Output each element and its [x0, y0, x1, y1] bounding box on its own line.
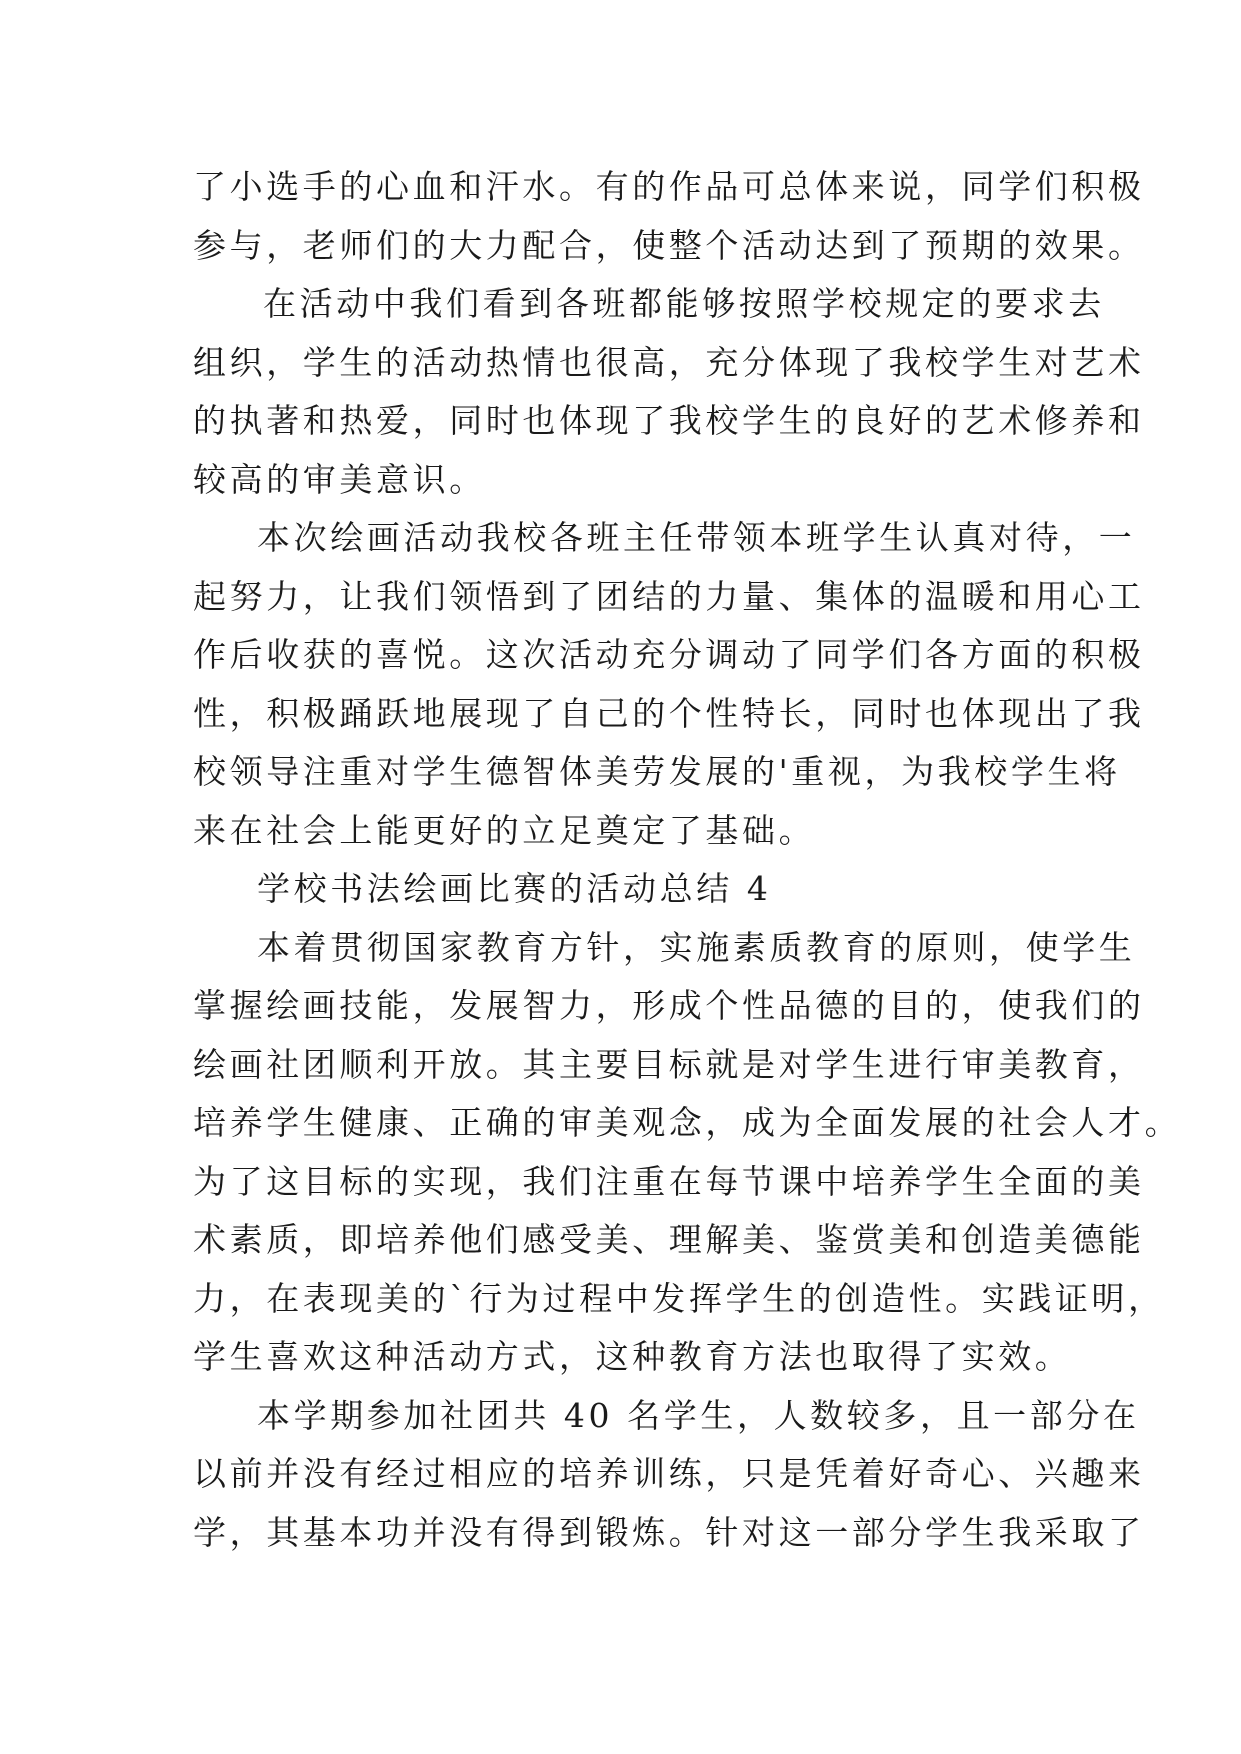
text-line: 校领导注重对学生德智体美劳发展的'重视，为我校学生将	[193, 752, 1121, 791]
paragraph-start-line: 本着贯彻国家教育方针，实施素质教育的原则，使学生	[257, 927, 1136, 967]
paragraph-start-line: 本次绘画活动我校各班主任带领本班学生认真对待，一	[257, 518, 1136, 557]
paragraph-start-line: 本学期参加社团共 40 名学生，人数较多，且一部分在	[257, 1395, 1140, 1435]
text-line: 起努力，让我们领悟到了团结的力量、集体的温暖和用心工	[193, 576, 1145, 616]
text-line: 来在社会上能更好的立足奠定了基础。	[193, 810, 816, 850]
text-line: 较高的审美意识。	[193, 459, 486, 499]
section-heading: 学校书法绘画比赛的活动总结 4	[257, 869, 772, 908]
text-line: 组织，学生的活动热情也很高，充分体现了我校学生对艺术	[193, 342, 1145, 382]
text-line: 性，积极踊跃地展现了自己的个性特长，同时也体现出了我	[193, 693, 1145, 733]
document-body	[193, 158, 1182, 1562]
text-line: 学生喜欢这种活动方式，这种教育方法也取得了实效。	[193, 1337, 1072, 1376]
text-line: 了小选手的心血和汗水。有的作品可总体来说，同学们积极	[193, 167, 1145, 206]
paragraph-start-line: 在活动中我们看到各班都能够按照学校规定的要求去	[263, 284, 1105, 323]
text-line: 绘画社团顺利开放。其主要目标就是对学生进行审美教育，	[193, 1044, 1145, 1084]
text-line: 作后收获的喜悦。这次活动充分调动了同学们各方面的积极	[193, 635, 1145, 674]
text-line: 参与，老师们的大力配合，使整个活动达到了预期的效果。	[193, 225, 1145, 265]
text-line: 培养学生健康、正确的审美观念，成为全面发展的社会人才。	[193, 1103, 1182, 1142]
text-line: 力，在表现美的`行为过程中发挥学生的创造性。实践证明，	[193, 1278, 1165, 1318]
text-line: 掌握绘画技能，发展智力，形成个性品德的目的，使我们的	[193, 986, 1145, 1025]
text-line: 术素质，即培养他们感受美、理解美、鉴赏美和创造美德能	[193, 1220, 1145, 1259]
text-line: 学，其基本功并没有得到锻炼。针对这一部分学生我采取了	[193, 1512, 1145, 1552]
text-line: 以前并没有经过相应的培养训练，只是凭着好奇心、兴趣来	[193, 1454, 1145, 1493]
text-line: 的执著和热爱，同时也体现了我校学生的良好的艺术修养和	[193, 401, 1145, 440]
text-line: 为了这目标的实现，我们注重在每节课中培养学生全面的美	[193, 1161, 1145, 1201]
